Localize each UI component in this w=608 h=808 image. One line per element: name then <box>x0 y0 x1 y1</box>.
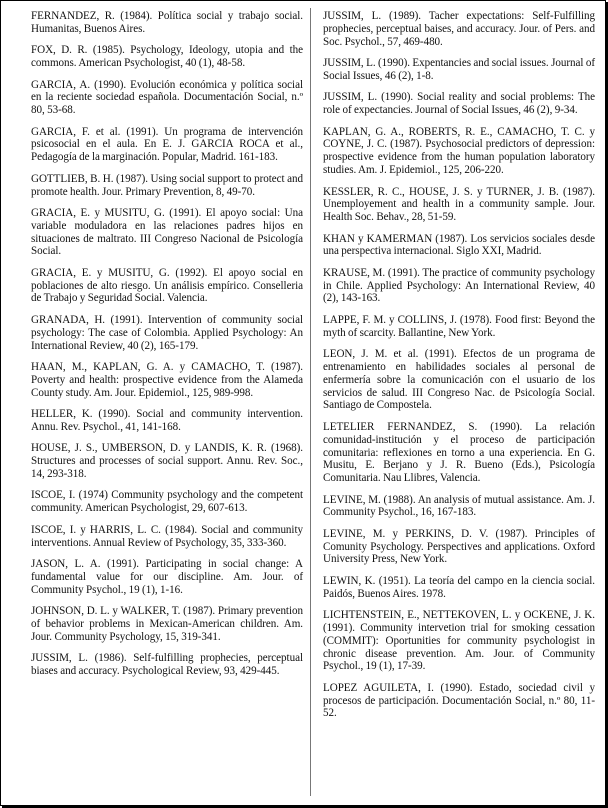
reference-entry: LICHTENSTEIN, E., NETTEKOVEN, L. y OCKENE, J. K. (1991). Community intervetion trial for smoking cessation (COMMIT): Oportunities for community psychologist in chronic disease prevention. Am. Jour. of Community Psychol., 19 (1), 17-39. <box>323 609 595 673</box>
reference-entry: KRAUSE, M. (1991). The practice of community psychology in Chile. Applied Psychology: An International Review, 40 (2), 143-163. <box>323 266 595 305</box>
reference-entry: KHAN y KAMERMAN (1987). Los servicios sociales desde una perspectiva internacional. Siglo XXI, Madrid. <box>323 232 595 258</box>
reference-entry: KESSLER, R. C., HOUSE, J. S. y TURNER, J. B. (1987). Unemployement and health in a community sample. Jour. Health Soc. Behav., 28, 51-59. <box>323 185 595 224</box>
reference-entry: HELLER, K. (1990). Social and community intervention. Annu. Rev. Psychol., 41, 141-168. <box>31 408 303 433</box>
reference-entry: LOPEZ AGUILETA, I. (1990). Estado, sociedad civil y procesos de participación. Documentación Social, n.º 80, 11-52. <box>323 681 595 720</box>
reference-entry: LEON, J. M. et al. (1991). Efectos de un programa de entrenamiento en habilidades sociales al personal de enfermería sobre la comunicación con el usuario de los servicios de salud. III Congreso Nac. de Psicología Social. Santiago de Compostela. <box>323 348 595 412</box>
reference-entry: GRACIA, E. y MUSITU, G. (1992). El apoyo social en poblaciones de alto riesgo. Un análisis empírico. Conselleria de Trabajo y Seguridad Social. Valencia. <box>31 266 303 305</box>
reference-entry: JUSSIM, L. (1989). Tacher expectations: Self-Fulfilling prophecies, perceptual baises, and accuracy. Jour. of Pers. and Soc. Psychol., 57, 469-480. <box>323 10 595 48</box>
reference-entry: JUSSIM, L. (1990). Expentancies and social issues. Journal of Social Issues, 46 (2), 1-8. <box>323 57 595 82</box>
references-column-right <box>323 10 595 729</box>
reference-entry: LEVINE, M. y PERKINS, D. V. (1987). Principles of Comunity Psychology. Perspectives and applications. Oxford University Press, New York. <box>323 527 595 566</box>
reference-entry: LEVINE, M. (1988). An analysis of mutual assistance. Am. J. Community Psychol., 16, 167-183. <box>323 493 595 519</box>
reference-entry: GRACIA, E. y MUSITU, G. (1991). El apoyo social: Una variable moduladora en las relaciones padres hijos en situaciones de maltrato. III Congreso Nacional de Psicología Social. <box>31 207 303 258</box>
reference-entry: ISCOE, I. y HARRIS, L. C. (1984). Social and community interventions. Annual Review of Psychology, 35, 333-360. <box>31 523 303 549</box>
reference-entry: HOUSE, J. S., UMBERSON, D. y LANDIS, K. R. (1968). Structures and processes of social support. Annu. Rev. Soc., 14, 293-318. <box>31 442 303 480</box>
reference-entry: JUSSIM, L. (1990). Social reality and social problems: The role of expectancies. Journal of Social Issues, 46 (2), 9-34. <box>323 91 595 117</box>
reference-entry: GARCIA, A. (1990). Evolución económica y política social en la reciente sociedad española. Documentación Social, n.º 80, 53-68. <box>31 78 303 117</box>
reference-entry: GRANADA, H. (1991). Intervention of community social psychology: The case of Colombia. Applied Psychology: An International Review, 40 (2), 165-179. <box>31 313 303 352</box>
reference-entry: ISCOE, I. (1974) Community psychology and the competent community. American Psychologist, 29, 607-613. <box>31 489 303 515</box>
reference-entry: LAPPE, F. M. y COLLINS, J. (1978). Food first: Beyond the myth of scarcity. Ballantine, New York. <box>323 313 595 339</box>
reference-entry: FERNANDEZ, R. (1984). Política social y trabajo social. Humanitas, Buenos Aires. <box>31 10 303 35</box>
reference-entry: GOTTLIEB, B. H. (1987). Using social support to protect and promote health. Jour. Primary Prevention, 8, 49-70. <box>31 172 303 198</box>
references-column-left <box>31 10 303 686</box>
reference-entry: JUSSIM, L. (1986). Self-fulfilling prophecies, perceptual biases and accuracy. Psychological Review, 93, 429-445. <box>31 652 303 677</box>
reference-entry: LEWIN, K. (1951). La teoría del campo en la ciencia social. Paidós, Buenos Aires. 1978. <box>323 574 595 600</box>
reference-entry: LETELIER FERNANDEZ, S. (1990). La relación comunidad-institución y el proceso de participación comunitaria: reflexiones en torno a una experiencia. En G. Musitu, E. Berjano y J. R. Bueno (Eds.), Psicología Comunitaria. Nau Llibres, Valencia. <box>323 420 595 485</box>
reference-entry: HAAN, M., KAPLAN, G. A. y CAMACHO, T. (1987). Poverty and health: prospective evidence from the Alameda County study. Am. Jour. Epidemiol., 125, 989-998. <box>31 361 303 399</box>
reference-entry: JASON, L. A. (1991). Participating in social change: A fundamental value for our discipline. Am. Jour. of Community Psychol., 19 (1), 1-16. <box>31 558 303 596</box>
reference-entry: JOHNSON, D. L. y WALKER, T. (1987). Primary prevention of behavior problems in Mexican-American children. Am. Jour. Community Psychology, 15, 319-341. <box>31 605 303 643</box>
reference-entry: FOX, D. R. (1985). Psychology, Ideology, utopia and the commons. American Psychologist, 40 (1), 48-58. <box>31 44 303 70</box>
reference-entry: GARCIA, F. et al. (1991). Un programa de intervención psicosocial en el aula. En E. J. GARCIA ROCA et al., Pedagogía de la marginación. Popular, Madrid. 161-183. <box>31 125 303 164</box>
reference-entry: KAPLAN, G. A., ROBERTS, R. E., CAMACHO, T. C. y COYNE, J. C. (1987). Psychosocial predictors of depression: prospective evidence from the human population laboratory studies. Am. J. Epidemiol., 125, 206-220. <box>323 125 595 177</box>
